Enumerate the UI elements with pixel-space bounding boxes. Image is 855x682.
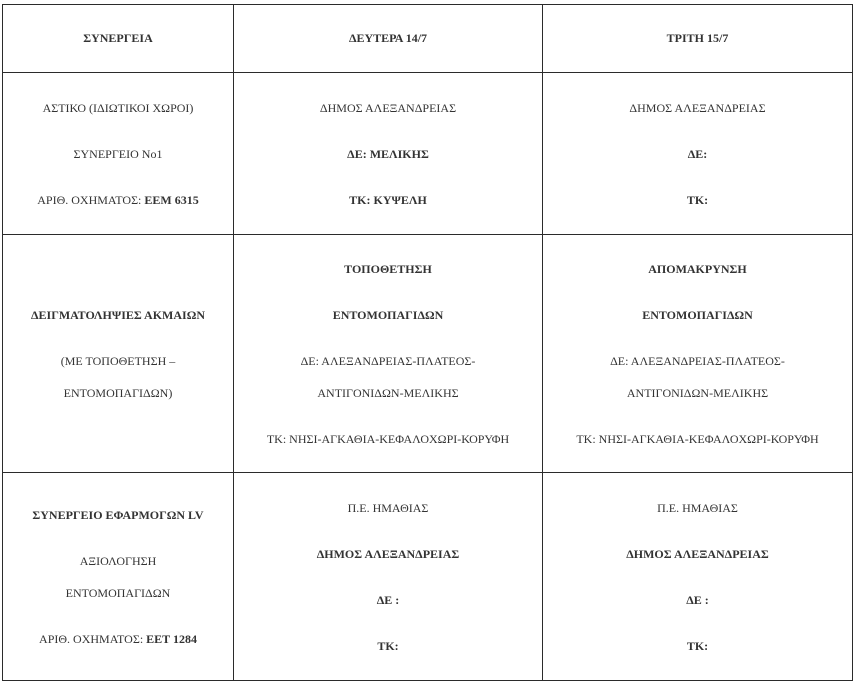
bold-text: ΤΚ: ΚΥΨΕΛΗ <box>349 192 427 207</box>
cell-line <box>31 299 205 331</box>
cell-line <box>262 538 514 570</box>
header-cell-monday: ΔΕΥΤΕΡΑ 14/7 <box>234 5 543 73</box>
cell-team <box>3 235 234 473</box>
text: ΑΣΤΙΚΟ (ΙΔΙΩΤΙΚΟΙ ΧΩΡΟΙ) <box>42 100 194 115</box>
header-cell-tuesday: ΤΡΙΤΗ 15/7 <box>543 5 853 73</box>
cell-monday <box>234 473 543 681</box>
cell-line <box>262 184 514 216</box>
cell-line <box>571 630 824 662</box>
cell-line <box>262 584 514 616</box>
bold-text: ΤΚ: <box>686 638 709 653</box>
cell-monday <box>234 73 543 235</box>
cell-monday <box>234 235 543 473</box>
text: ΑΡΙΘ. ΟΧΗΜΑΤΟΣ: <box>39 631 147 646</box>
bold-text: ΕΝΤΟΜΟΠΑΓΙΔΩΝ <box>642 307 753 322</box>
cell-line <box>31 623 205 655</box>
cell-line <box>571 423 824 455</box>
bold-text: ΔΕ : <box>376 592 400 607</box>
bold-text: ΤΟΠΟΘΕΤΗΣΗ <box>344 261 432 276</box>
text: Π.Ε. ΗΜΑΘΙΑΣ <box>657 500 738 515</box>
bold-text: ΤΚ: <box>686 192 709 207</box>
text: ΤΚ: ΝΗΣΙ-ΑΓΚΑΘΙΑ-ΚΕΦΑΛΟΧΩΡΙ-ΚΟΡΥΦΗ <box>576 431 819 446</box>
bold-text: ΣΥΝΕΡΓΕΙΟ ΕΦΑΡΜΟΓΩΝ LV <box>32 507 204 522</box>
row-deigmatolipsies <box>3 235 853 473</box>
row-synergeio-1 <box>3 73 853 235</box>
cell-line <box>31 184 205 216</box>
cell-line <box>571 345 824 409</box>
text: ΔΕ: ΑΛΕΞΑΝΔΡΕΙΑΣ-ΠΛΑΤΕΟΣ-ΑΝΤΙΓΟΝΙΔΩΝ-ΜΕΛΙΚΗΣ <box>300 353 476 400</box>
bold-text: ΤΚ: <box>377 638 399 653</box>
cell-line <box>31 92 205 124</box>
cell-tuesday <box>543 473 853 681</box>
bold-text: ΑΠΟΜΑΚΡΥΝΣΗ <box>648 261 747 276</box>
header-cell-synergeia: ΣΥΝΕΡΓΕΙΑ <box>3 5 234 73</box>
cell-line <box>262 92 514 124</box>
text: ΔΗΜΟΣ ΑΛΕΞΑΝΔΡΕΙΑΣ <box>629 100 766 115</box>
cell-line <box>571 538 824 570</box>
cell-line <box>31 345 205 409</box>
text: ΔΕ: ΑΛΕΞΑΝΔΡΕΙΑΣ-ΠΛΑΤΕΟΣ-ΑΝΤΙΓΟΝΙΔΩΝ-ΜΕΛΙΚΗΣ <box>610 353 785 400</box>
row-synergeio-efarmogon <box>3 473 853 681</box>
cell-line <box>571 584 824 616</box>
cell-line <box>571 492 824 524</box>
cell-tuesday <box>543 235 853 473</box>
bold-text: ΕΕΤ 1284 <box>146 631 197 646</box>
cell-line <box>262 423 514 455</box>
cell-line <box>262 345 514 409</box>
text: ΑΞΙΟΛΟΓΗΣΗ ΕΝΤΟΜΟΠΑΓΙΔΩΝ <box>65 553 171 600</box>
bold-text: ΔΗΜΟΣ ΑΛΕΞΑΝΔΡΕΙΑΣ <box>316 546 460 561</box>
cell-line <box>262 253 514 285</box>
bold-text: ΔΕ : <box>686 592 709 607</box>
bold-text: ΔΗΜΟΣ ΑΛΕΞΑΝΔΡΕΙΑΣ <box>626 546 769 561</box>
text: ΑΡΙΘ. ΟΧΗΜΑΤΟΣ: <box>37 192 145 207</box>
schedule-table <box>2 4 853 681</box>
cell-line <box>31 138 205 170</box>
cell-line <box>571 138 824 170</box>
cell-line <box>571 253 824 285</box>
bold-text: ΔΕΙΓΜΑΤΟΛΗΨΙΕΣ ΑΚΜΑΙΩΝ <box>31 307 205 322</box>
text: ΤΚ: ΝΗΣΙ-ΑΓΚΑΘΙΑ-ΚΕΦΑΛΟΧΩΡΙ-ΚΟΡΥΦΗ <box>266 431 510 446</box>
cell-line <box>31 545 205 609</box>
cell-tuesday <box>543 73 853 235</box>
cell-line <box>571 299 824 331</box>
cell-line <box>571 184 824 216</box>
cell-line <box>571 92 824 124</box>
bold-text: ΔΕ: <box>687 146 708 161</box>
bold-text: ΕΝΤΟΜΟΠΑΓΙΔΩΝ <box>332 307 444 322</box>
text: Π.Ε. ΗΜΑΘΙΑΣ <box>347 500 429 515</box>
bold-text: ΕΕΜ 6315 <box>144 192 199 207</box>
text: ΔΗΜΟΣ ΑΛΕΞΑΝΔΡΕΙΑΣ <box>319 100 457 115</box>
text: (ΜΕ ΤΟΠΟΘΕΤΗΣΗ – ΕΝΤΟΜΟΠΑΓΙΔΩΝ) <box>60 353 176 400</box>
cell-team <box>3 73 234 235</box>
cell-line <box>262 630 514 662</box>
cell-line <box>262 299 514 331</box>
header-row <box>3 5 853 73</box>
cell-line <box>31 499 205 531</box>
bold-text: ΔΕ: ΜΕΛΙΚΗΣ <box>347 146 429 161</box>
cell-team <box>3 473 234 681</box>
cell-line <box>262 492 514 524</box>
text: ΣΥΝΕΡΓΕΙΟ Νο1 <box>73 146 163 161</box>
cell-line <box>262 138 514 170</box>
